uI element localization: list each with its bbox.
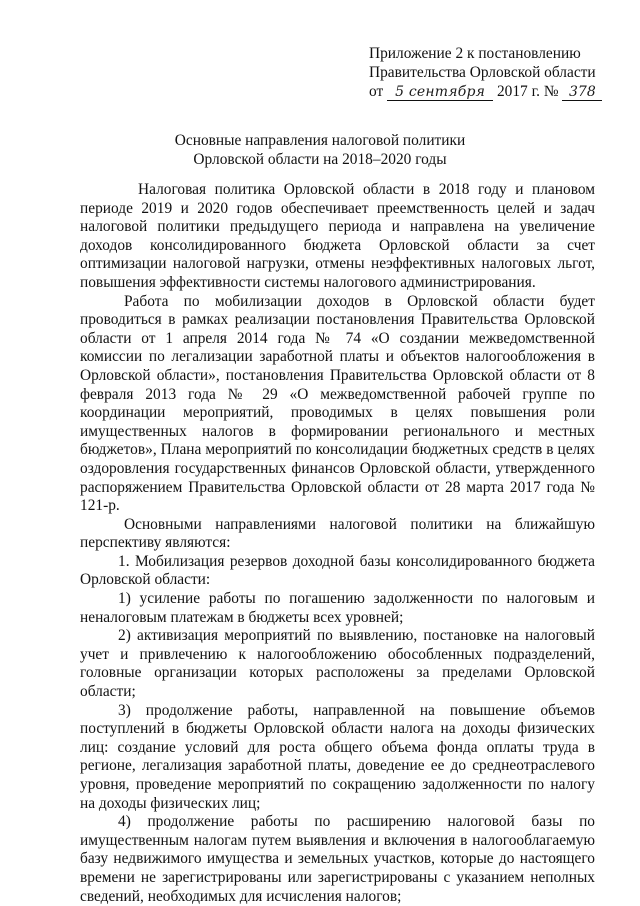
header-line-date-number bbox=[369, 82, 619, 101]
handwritten-date: 5 сентября bbox=[387, 85, 493, 101]
from-label: от bbox=[369, 83, 384, 100]
document-title bbox=[0, 131, 640, 169]
handwritten-number: 378 bbox=[562, 85, 602, 101]
list-subitem-2: 2) активизация мероприятий по выявлению, постановке на налоговый учет и привлечению к налогообложению обособленных подразделений, головные организации которых расположены за пределами Орловской области; bbox=[80, 627, 595, 701]
list-subitem-1: 1) усиление работы по погашению задолженности по налоговым и неналоговым платежам в бюджеты всех уровней; bbox=[80, 590, 595, 626]
title-line-1: Основные направления налоговой политики bbox=[174, 132, 466, 149]
paragraph-mobilization-work: Работа по мобилизации доходов в Орловской области будет проводиться в рамках реализации постановления Правительства Орловской области от 1 апреля 2014 года № 74 «О создании межведомственной комиссии по легализации заработной платы и объектов налогообложения в Орловской области», постановления Правительства Орловской области от 8 февраля 2013 года № 29 «О межведомственной рабочей группе по координации мероприятий, проводимых в целях повышения роли имущественных налогов в формировании регионального и местных бюджетов», Плана мероприятий по консолидации бюджетных средств в целях оздоровления государственных финансов Орловской области, утвержденного распоряжением Правительства Орловской области от 28 марта 2017 года № 121-р. bbox=[80, 292, 595, 515]
title-line-2: Орловской области на 2018–2020 годы bbox=[193, 151, 447, 168]
header-line-government: Правительства Орловской области bbox=[369, 64, 596, 81]
year-number-label: 2017 г. № bbox=[496, 83, 559, 100]
list-subitem-4: 4) продолжение работы по расширению налоговой базы по имущественным налогам путем выявления и включения в налогооблагаемую базу недвижимого имущества и земельных участков, которые до настоящего времени не зарегистрированы или зарегистрированы с указанием неполных сведений, необходимых для исчисления налогов; bbox=[80, 813, 595, 905]
paragraph-intro: Налоговая политика Орловской области в 2018 году и плановом периоде 2019 и 2020 годов обеспечивает преемственность целей и задач налоговой политики предыдущего периода и направлена на увеличение доходов консолидированного бюджета Орловской области за счет оптимизации налоговой нагрузки, отмены неэффективных налоговых льгот, повышения эффективности системы налогового администрирования. bbox=[80, 181, 595, 291]
appendix-header bbox=[369, 44, 619, 101]
document-body bbox=[80, 181, 595, 906]
paragraph-main-directions: Основными направлениями налоговой политики на ближайшую перспективу являются: bbox=[80, 515, 595, 552]
list-item-1: 1. Мобилизация резервов доходной базы консолидированного бюджета Орловской области: bbox=[80, 552, 595, 589]
list-subitem-3: 3) продолжение работы, направленной на повышение объемов поступлений в бюджеты Орловской области налога на доходы физических лиц: создание условий для роста общего объема фонда оплаты труда в регионе, легализация заработной платы, доведение ее до среднеотраслевого уровня, проведение мероприятий по сокращению задолженности по налогу на доходы физических лиц; bbox=[80, 701, 595, 812]
header-line-appendix: Приложение 2 к постановлению bbox=[369, 45, 581, 62]
